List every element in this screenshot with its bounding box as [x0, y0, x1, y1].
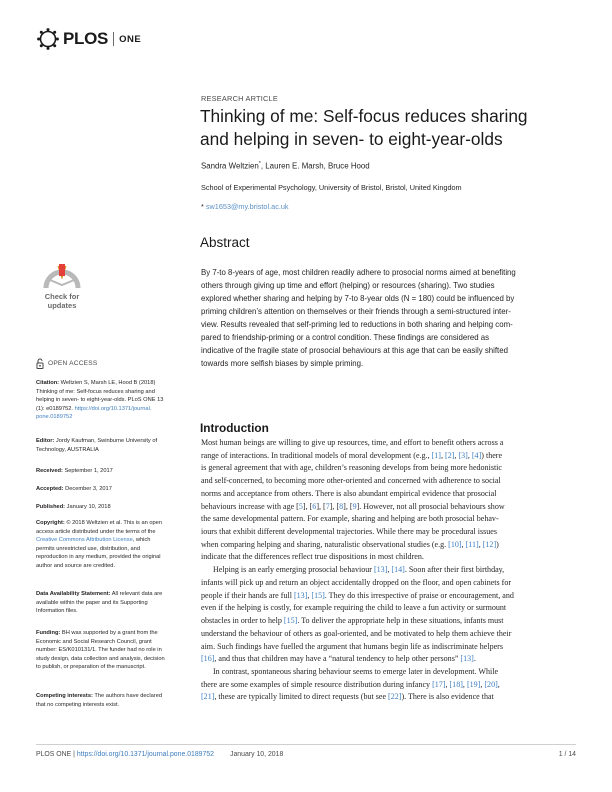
open-lock-icon	[36, 358, 44, 369]
citation-label: Citation:	[36, 380, 60, 386]
body-line: Most human beings are willing to give up resources, time, and effort to benefit others across a	[201, 438, 504, 447]
abstract-text	[201, 266, 575, 370]
email-link[interactable]: sw1653@my.bristol.ac.uk	[205, 202, 289, 211]
article-title	[200, 105, 580, 151]
citation-ref-link[interactable]: 5	[298, 501, 303, 511]
abstract-line: towards more selfish biases by simple priming.	[201, 359, 364, 369]
citation-doi-link[interactable]: https://doi.org/10.1371/journal.	[74, 405, 152, 412]
footer-separator: |	[71, 751, 77, 758]
competing-interests-text: that no competing interests exist.	[36, 701, 120, 708]
email-marker: *	[201, 202, 204, 211]
data-availability-block	[36, 590, 166, 616]
citation-line	[36, 379, 166, 388]
introduction-heading: Introduction	[200, 421, 269, 435]
check-updates-label	[36, 292, 88, 310]
citation-ref-link[interactable]: [13]	[373, 565, 388, 575]
received-value: September 1, 2017	[62, 468, 113, 474]
citation-ref-link[interactable]: [22]	[388, 692, 402, 702]
funding-text: Economic and Social Research Council, grant	[36, 638, 152, 645]
copyright-text: © 2018 Weltzien et al. This is an open	[64, 520, 162, 526]
citation-ref-link[interactable]: 8	[339, 501, 344, 511]
body-line: and self-concerned, to becoming more other-oriented and concerned with adherence to social	[201, 476, 501, 486]
body-line: range of interactions. In traditional models of moral development (e.g., [1], [2], [3], [4]) there	[201, 450, 503, 460]
body-line: norms and acceptance from others. There is also abundant empirical evidence that prosocial	[201, 488, 497, 498]
citation-line: helping in seven- to eight-year-olds. PLoS ONE 13	[36, 397, 164, 404]
title-line: and helping in seven- to eight-year-olds	[200, 129, 503, 149]
abstract-line: By 7-to 8-years of age, most children readily adhere to prosocial norms aimed at benefiting	[201, 268, 516, 277]
citation-ref-link[interactable]: [10]	[448, 539, 462, 549]
body-line: there are some examples of simple resource distribution during infancy [17], [18], [19], [20],	[201, 679, 500, 689]
plos-brand: PLOS	[63, 29, 109, 48]
citation-ref-link[interactable]: [4]	[471, 450, 482, 460]
citation-ref-link[interactable]: [2]	[445, 450, 455, 460]
body-line: aim. Such findings have fuelled the argument that humans begin life as indiscriminate helpers	[201, 641, 503, 651]
body-line: is general agreement that with age, children’s reasoning develops from being more hedonistic	[201, 463, 502, 473]
copyright-text: access article distributed under the terms of the	[36, 528, 156, 535]
citation-doi-link[interactable]: pone.0189752	[36, 414, 73, 421]
citation-ref-link[interactable]: [20]	[484, 679, 498, 689]
citation-line	[36, 405, 166, 414]
citation-ref-link[interactable]: [17]	[432, 679, 446, 689]
body-line: even if the helping is costly, for example requiring the child to leave a fun activity or surmount	[201, 603, 507, 613]
citation-ref-link[interactable]: [3]	[458, 450, 468, 460]
copyright-text: , which	[132, 537, 151, 544]
published-value: January 10, 2018	[65, 504, 111, 510]
body-line: obstacles in order to help [15]. To deliver the appropriate help in these situations, infants must	[201, 616, 504, 626]
page-number: 1 / 14	[558, 751, 576, 758]
abstract-line: view. Results revealed that self-priming led to reductions in both sharing and helping com-	[201, 320, 513, 330]
author-first: Sandra Weltzien	[201, 161, 259, 171]
citation-ref-link[interactable]: [15]	[283, 616, 298, 626]
received-label: Received:	[36, 468, 63, 474]
body-line: infants will pick up and return an object accidentally dropped on the floor, and open cabinets for	[201, 577, 512, 587]
editor-affiliation: Technology, AUSTRALIA	[36, 446, 99, 453]
citation-ref-link[interactable]: [19]	[466, 679, 481, 689]
body-line: understand the behaviour of others as goal-oriented, and be motivated to help them achieve their	[201, 628, 512, 638]
footer-divider	[36, 744, 576, 745]
funding-text: BH was supported by a grant from the	[60, 630, 158, 636]
copyright-block	[36, 519, 166, 571]
citation-text: (1): e0189752.	[36, 405, 75, 412]
data-availability-text: Information files.	[36, 608, 78, 615]
introduction-body	[201, 437, 575, 704]
competing-interests-label: Competing interests:	[36, 693, 93, 699]
intro-paragraph	[201, 564, 575, 666]
copyright-text: reproduction in any medium, provided the original	[36, 554, 161, 561]
abstract-line: pared to friendship-priming or a control condition. These findings are considered as	[201, 333, 490, 343]
citation-ref-link[interactable]: [16]	[201, 654, 215, 664]
citation-ref-link[interactable]: [14]	[391, 565, 405, 575]
funding-text: study design, data collection and analysis, decision	[36, 655, 165, 662]
check-updates-line: Check for	[44, 292, 80, 301]
logo-separator	[113, 32, 114, 46]
corresponding-email[interactable]	[201, 202, 289, 211]
body-line: people if their hands are full [13], [15]. They do this irrespective of praise or encouragement, and	[201, 590, 514, 600]
article-type: RESEARCH ARTICLE	[201, 94, 278, 103]
open-access-label: OPEN ACCESS	[48, 360, 98, 367]
competing-interests-block	[36, 692, 166, 709]
funding-text: number: ES/K010131/1. The funder had no role in	[36, 647, 162, 654]
body-line: [21], these are typically limited to direct requests (but see [22]). There is also evidence that	[201, 692, 494, 702]
body-line: indicate that the differences reflect true dispositions in most children.	[201, 552, 424, 562]
cc-license-link[interactable]: Creative Commons Attribution License	[36, 537, 133, 544]
data-availability-label: Data Availability Statement:	[36, 591, 111, 597]
author-rest: , Lauren E. Marsh, Bruce Hood	[260, 161, 370, 171]
abstract-line: others through giving up time and effort (helping) or resources (sharing). Two studies	[201, 281, 495, 291]
competing-interests-text: The authors have declared	[92, 693, 163, 699]
plos-logo-icon	[36, 27, 60, 51]
citation-ref-link[interactable]: 9	[352, 501, 357, 511]
body-line: iours that exhibit different developmental trajectories. While there may be procedural issues	[201, 527, 497, 537]
citation-ref-link[interactable]: 7	[325, 501, 330, 511]
body-line: the same developmental pattern. For example, sharing and helping are both prosocial behav-	[201, 514, 499, 524]
citation-ref-link[interactable]: [21]	[201, 692, 215, 702]
citation-block	[36, 379, 166, 422]
citation-ref-link[interactable]: [13]	[293, 590, 308, 600]
footer-journal: PLOS ONE	[36, 751, 72, 758]
data-availability-text: All relevant data are	[110, 591, 163, 597]
open-access-badge	[36, 358, 97, 369]
citation-ref-link[interactable]: [13]	[460, 654, 474, 664]
body-line: when comparing helping and sharing, naturalistic observational studies (e.g. [10], [11], [12])	[201, 539, 499, 549]
data-availability-text: available within the paper and its Supporting	[36, 599, 148, 606]
body-line: Helping is an early emerging prosocial behaviour [13], [14]. Soon after their first birthday,	[213, 565, 505, 575]
footer-doi-link[interactable]: https://doi.org/10.1371/journal.pone.0189752	[76, 751, 215, 758]
body-line: In contrast, spontaneous sharing behaviour seems to emerge later in development. While	[213, 666, 499, 676]
check-for-updates-badge[interactable]	[36, 258, 88, 324]
editor-block	[36, 437, 166, 454]
footer-citation	[36, 751, 283, 758]
copyright-text: author and source are credited.	[36, 562, 116, 569]
abstract-line: priming children’s attention on themselves or their friends through a semi-structured inter-	[201, 307, 511, 317]
citation-ref-link[interactable]: [11]	[465, 539, 479, 549]
funding-text: to publish, or preparation of the manuscript.	[36, 664, 146, 671]
published-label: Published:	[36, 504, 66, 510]
intro-paragraph	[201, 666, 575, 704]
copyright-label: Copyright:	[36, 520, 65, 526]
copyright-text: permits unrestricted use, distribution, and	[36, 545, 141, 552]
citation-ref-link[interactable]: [15]	[311, 590, 325, 600]
published-date	[36, 503, 166, 512]
citation-ref-link[interactable]: [18]	[449, 679, 463, 689]
editor-name: Jordy Kaufman, Swinburne University of	[54, 438, 158, 444]
author-list	[201, 161, 370, 171]
body-line: [16], and thus that children may have a “natural tendency to help other persons” [13].	[201, 654, 476, 664]
citation-text: Weltzien S, Marsh LE, Hood B (2018)	[59, 380, 156, 386]
citation-ref-link[interactable]: 6	[312, 501, 317, 511]
accepted-label: Accepted:	[36, 486, 64, 492]
accepted-value: December 3, 2017	[63, 486, 112, 492]
check-updates-line: updates	[47, 301, 77, 310]
funding-label: Funding:	[36, 630, 61, 636]
affiliation: School of Experimental Psychology, University of Bristol, Bristol, United Kingdom	[201, 183, 462, 192]
citation-line: Thinking of me: Self-focus reduces sharing and	[36, 388, 155, 395]
plos-one-logo	[36, 24, 146, 54]
corresponding-marker: *	[258, 161, 261, 167]
footer-date: January 10, 2018	[230, 751, 284, 758]
citation-ref-link[interactable]: [1]	[431, 450, 441, 460]
accepted-date	[36, 485, 166, 494]
abstract-line: indicative of the fragile state of prosocial behaviours at this age that can be easily shifted	[201, 346, 508, 356]
body-line: behaviours increase with age [5], [6], [7], [8], [9]. However, not all prosocial behaviours show	[201, 501, 505, 511]
title-line: Thinking of me: Self-focus reduces sharing	[200, 106, 528, 126]
abstract-heading: Abstract	[200, 235, 250, 250]
funding-block	[36, 629, 166, 672]
journal-name: ONE	[119, 33, 142, 45]
citation-ref-link[interactable]: [12]	[482, 539, 497, 549]
abstract-line: explored whether sharing and helping by 7-to 8-year olds (N = 180) could be influenced by	[201, 294, 515, 304]
received-date	[36, 467, 166, 476]
editor-label: Editor:	[36, 438, 55, 444]
intro-paragraph	[201, 437, 575, 564]
